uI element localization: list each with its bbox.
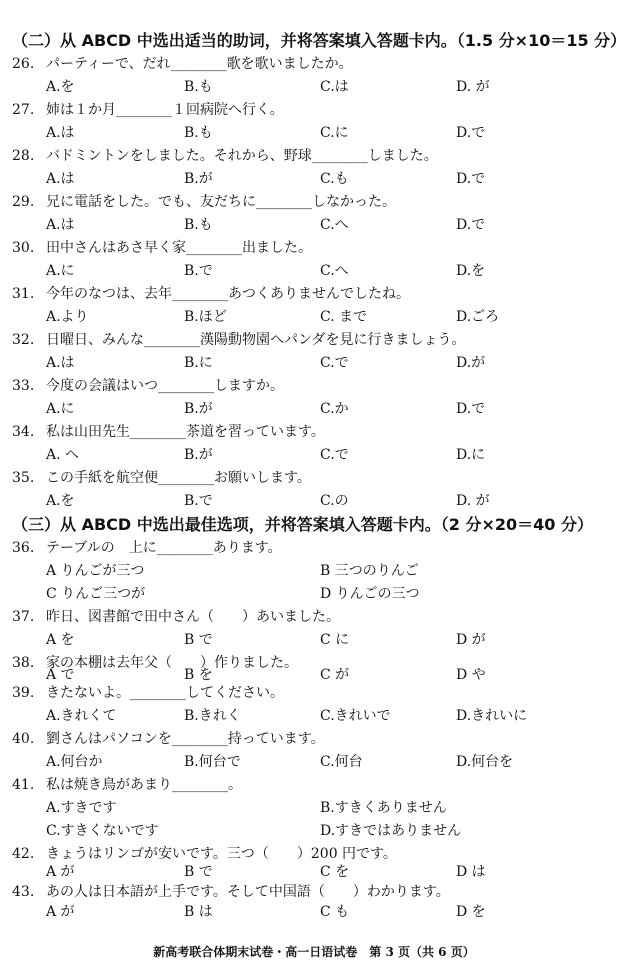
question-text: バドミントンをしました。それから、野球________しました。 xyxy=(46,148,438,164)
option-d: D.に xyxy=(456,447,486,463)
options-40 xyxy=(46,753,616,771)
question-number: 37. xyxy=(12,609,35,625)
option-d: D.を xyxy=(456,263,486,279)
question-37 xyxy=(12,608,612,626)
question-number: 38. xyxy=(12,655,35,671)
option-a: A.何台か xyxy=(46,754,103,770)
options-26 xyxy=(46,78,616,96)
question-43 xyxy=(12,883,612,901)
option-c: C.すきくないです xyxy=(46,823,159,839)
option-d: D を xyxy=(456,904,486,920)
options-37 xyxy=(46,631,616,649)
question-number: 28. xyxy=(12,148,35,164)
option-b: B.が xyxy=(184,401,213,417)
option-d: D は xyxy=(456,864,486,880)
option-b: B.すきくありません xyxy=(320,800,447,816)
option-c: C.きれいで xyxy=(320,708,391,724)
question-number: 27. xyxy=(12,102,35,118)
option-b: B.も xyxy=(184,79,213,95)
options-43 xyxy=(46,903,616,921)
question-number: 34. xyxy=(12,424,35,440)
question-text: パーティーで、だれ________歌を歌いましたか。 xyxy=(46,56,353,72)
option-c: C.の xyxy=(320,493,349,509)
question-text: 私は焼き鳥があまり________。 xyxy=(46,777,242,793)
option-a: A.に xyxy=(46,401,75,417)
option-c: C.で xyxy=(320,355,349,371)
question-number: 26. xyxy=(12,56,35,72)
option-b: B を xyxy=(184,667,213,683)
option-d: D.が xyxy=(456,355,486,371)
question-text: テーブルの 上に________あります。 xyxy=(46,540,282,556)
option-d: D.すきではありません xyxy=(320,823,462,839)
section-2-heading: （二）从 ABCD 中选出适当的助词，并将答案填入答题卡内。（1.5 分×10＝15 分） xyxy=(12,31,627,50)
question-text: 日曜日、みんな________漢陽動物園へパンダを見に行きましょう。 xyxy=(46,332,466,348)
option-b: B で xyxy=(184,864,213,880)
option-c: C も xyxy=(320,904,350,920)
options-33 xyxy=(46,400,616,418)
question-text: きょうはリンゴが安いです。三つ（ ）200 円です。 xyxy=(46,846,397,862)
option-d: D.ごろ xyxy=(456,309,500,325)
question-41 xyxy=(12,776,612,794)
question-text: あの人は日本語が上手です。そして中国語（ ）わかります。 xyxy=(46,884,450,900)
option-d: D.で xyxy=(456,171,486,187)
option-b: B 三つのりんご xyxy=(320,563,419,579)
option-c: C が xyxy=(320,667,350,683)
option-b: B は xyxy=(184,904,213,920)
question-40 xyxy=(12,730,612,748)
option-a: A が xyxy=(46,904,75,920)
question-text: この手紙を航空便________お願いします。 xyxy=(46,470,311,486)
option-a: A.は xyxy=(46,125,75,141)
question-39 xyxy=(12,684,612,702)
question-number: 31. xyxy=(12,286,35,302)
options-36-row-1 xyxy=(46,562,616,580)
option-b: B.で xyxy=(184,493,213,509)
options-38 xyxy=(46,666,616,684)
question-text: 兄に電話をした。でも、友だちに________しなかった。 xyxy=(46,194,396,210)
question-text: 田中さんはあさ早く家________出ました。 xyxy=(46,240,312,256)
question-35 xyxy=(12,469,612,487)
option-d: D.何台を xyxy=(456,754,514,770)
option-c: C に xyxy=(320,632,350,648)
option-a: A.は xyxy=(46,355,75,371)
option-a: A.すきです xyxy=(46,800,117,816)
option-a: A.より xyxy=(46,309,89,325)
option-b: B で xyxy=(184,632,213,648)
option-a: A.に xyxy=(46,263,75,279)
option-a: A.きれくて xyxy=(46,708,117,724)
question-number: 41. xyxy=(12,777,35,793)
question-number: 36. xyxy=(12,540,35,556)
options-42 xyxy=(46,863,616,881)
question-32 xyxy=(12,331,612,349)
option-d: D. が xyxy=(456,493,490,509)
option-b: B.が xyxy=(184,447,213,463)
option-b: B.きれく xyxy=(184,708,241,724)
options-39 xyxy=(46,707,616,725)
question-27 xyxy=(12,101,612,119)
question-number: 42. xyxy=(12,846,35,862)
option-c: C.に xyxy=(320,125,349,141)
question-42 xyxy=(12,845,612,863)
question-text: 昨日、図書館で田中さん（ ）あいました。 xyxy=(46,609,340,625)
question-36 xyxy=(12,539,612,557)
question-number: 39. xyxy=(12,685,35,701)
option-b: B.も xyxy=(184,125,213,141)
question-34 xyxy=(12,423,612,441)
question-text: 劉さんはパソコンを________持っています。 xyxy=(46,731,325,747)
options-28 xyxy=(46,170,616,188)
options-36-row-2 xyxy=(46,585,616,603)
options-34 xyxy=(46,446,616,464)
option-c: C.か xyxy=(320,401,349,417)
option-c: C.へ xyxy=(320,217,349,233)
question-33 xyxy=(12,377,612,395)
page-footer: 新高考联合体期末试卷・高一日语试卷 第 3 页（共 6 页） xyxy=(153,945,475,959)
option-b: B.で xyxy=(184,263,213,279)
option-a: A.を xyxy=(46,79,75,95)
option-b: B.ほど xyxy=(184,309,227,325)
options-35 xyxy=(46,492,616,510)
question-number: 43. xyxy=(12,884,35,900)
option-b: B.何台で xyxy=(184,754,241,770)
options-29 xyxy=(46,216,616,234)
option-d: D.で xyxy=(456,401,486,417)
question-number: 40. xyxy=(12,731,35,747)
options-32 xyxy=(46,354,616,372)
option-d: D. が xyxy=(456,79,490,95)
option-c: C を xyxy=(320,864,350,880)
question-text: 今度の会議はいつ________しますか。 xyxy=(46,378,284,394)
question-number: 30. xyxy=(12,240,35,256)
question-26 xyxy=(12,55,612,73)
options-27 xyxy=(46,124,616,142)
options-41-row-1 xyxy=(46,799,616,817)
option-a: A.を xyxy=(46,493,75,509)
option-d: D や xyxy=(456,667,486,683)
options-31 xyxy=(46,308,616,326)
question-number: 33. xyxy=(12,378,35,394)
option-d: D が xyxy=(456,632,486,648)
option-c: C.で xyxy=(320,447,349,463)
option-a: A で xyxy=(46,667,75,683)
option-b: B.が xyxy=(184,171,213,187)
question-number: 29. xyxy=(12,194,35,210)
question-text: 家の本棚は去年父（ ）作りました。 xyxy=(46,655,298,671)
option-c: C.へ xyxy=(320,263,349,279)
option-c: C. まで xyxy=(320,309,368,325)
option-c: C.は xyxy=(320,79,349,95)
option-b: B.も xyxy=(184,217,213,233)
question-number: 35. xyxy=(12,470,35,486)
options-41-row-2 xyxy=(46,822,616,840)
option-d: D.きれいに xyxy=(456,708,528,724)
option-d: D.で xyxy=(456,125,486,141)
question-text: 私は山田先生________茶道を習っています。 xyxy=(46,424,325,440)
option-c: C りんご三つが xyxy=(46,586,146,602)
section-3-heading: （三）从 ABCD 中选出最佳选项，并将答案填入答题卡内。（2 分×20＝40 分） xyxy=(12,515,593,534)
options-30 xyxy=(46,262,616,280)
option-c: C.何台 xyxy=(320,754,363,770)
question-30 xyxy=(12,239,612,257)
question-31 xyxy=(12,285,612,303)
option-a: A.は xyxy=(46,171,75,187)
option-b: B.に xyxy=(184,355,213,371)
option-c: C.も xyxy=(320,171,349,187)
option-a: A を xyxy=(46,632,75,648)
question-number: 32. xyxy=(12,332,35,348)
question-text: 姉は１か月________１回病院へ行く。 xyxy=(46,102,284,118)
question-text: 今年のなつは、去年________あつくありませんでしたね。 xyxy=(46,286,410,302)
question-29 xyxy=(12,193,612,211)
question-text: きたないよ。________してください。 xyxy=(46,685,284,701)
option-d: D.で xyxy=(456,217,486,233)
option-a: A が xyxy=(46,864,75,880)
question-28 xyxy=(12,147,612,165)
option-d: D りんごの三つ xyxy=(320,586,420,602)
option-a: A りんごが三つ xyxy=(46,563,145,579)
option-a: A. へ xyxy=(46,447,80,463)
option-a: A.は xyxy=(46,217,75,233)
